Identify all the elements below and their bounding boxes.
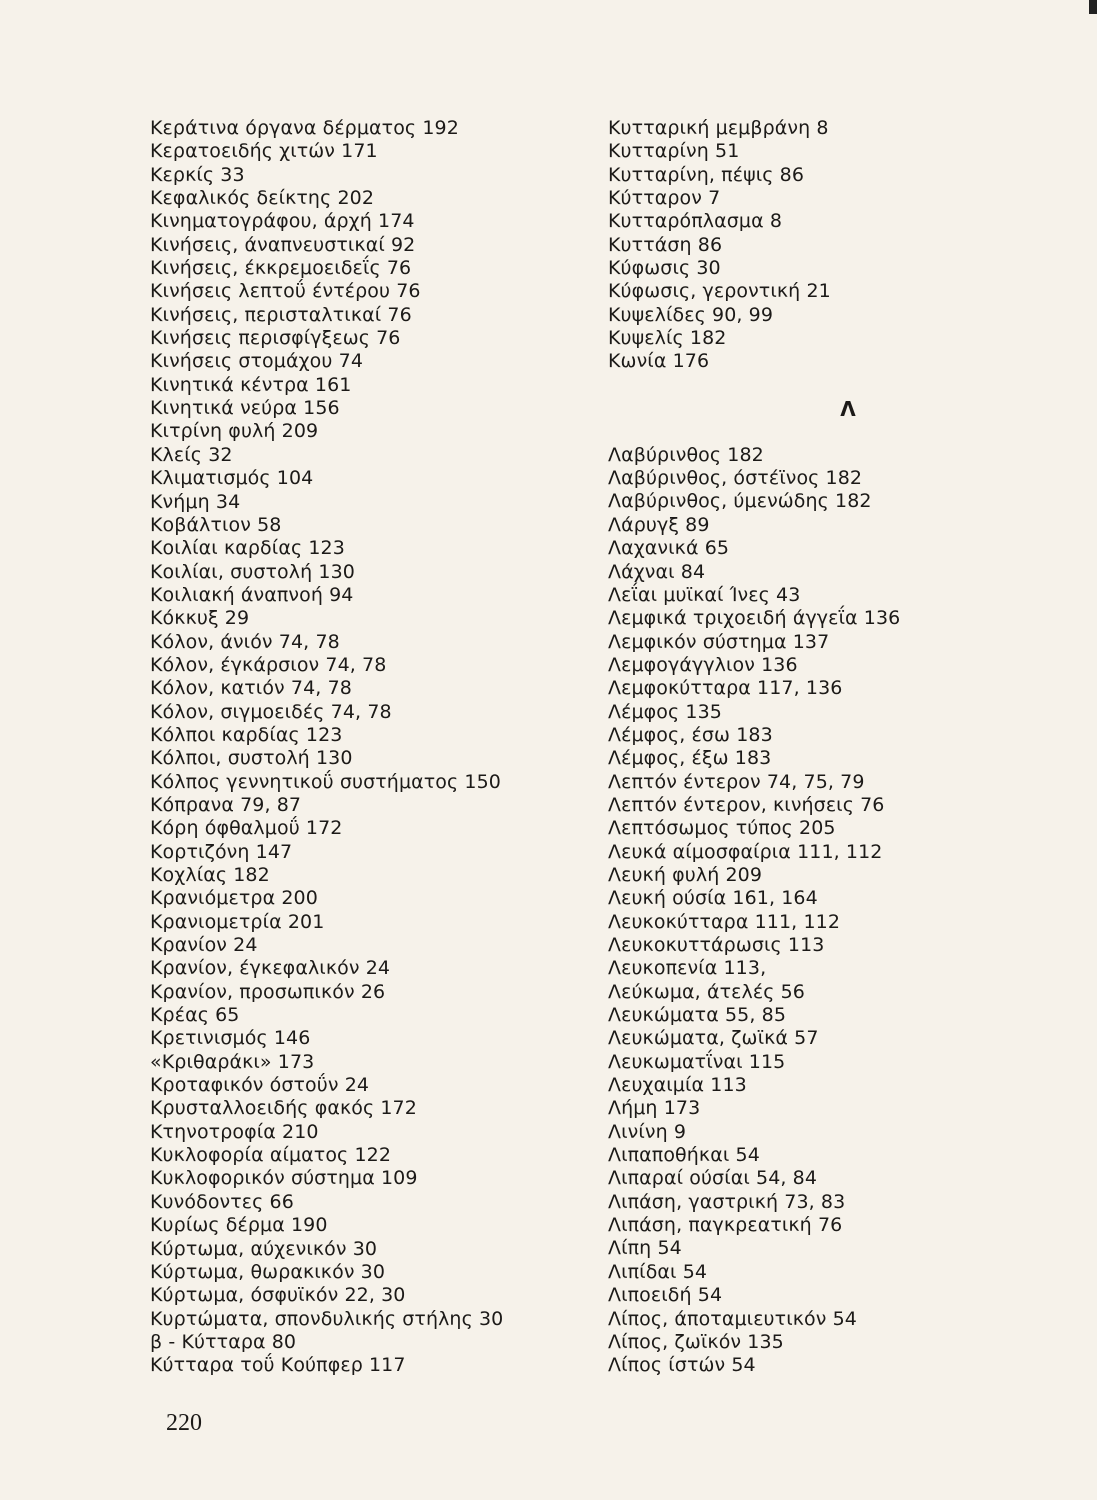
index-entry: Κυρίως δέρμα 190 bbox=[150, 1214, 328, 1237]
index-entry: Λευκοκυττάρωσις 113 bbox=[608, 934, 825, 956]
index-entry: Λευκώματα, ζωϊκά 57 bbox=[608, 1027, 819, 1050]
index-entry: Κιτρίνη φυλή 209 bbox=[150, 420, 319, 443]
index-entry: Κεφαλικός δείκτης 202 bbox=[150, 187, 375, 210]
index-entry: Λεπτόν έντερον, κινήσεις 76 bbox=[608, 793, 885, 816]
index-entry: Λευκή ούσία 161, 164 bbox=[608, 887, 818, 910]
index-entry: Λιπάση, γαστρική 73, 83 bbox=[608, 1190, 846, 1213]
index-entry: Κινήσεις, περισταλτικαί 76 bbox=[150, 303, 412, 326]
letter-heading: Λ bbox=[840, 396, 856, 421]
index-entry: Κοχλίας 182 bbox=[150, 864, 270, 886]
index-entry: Κινήσεις, άναπνευστικαί 92 bbox=[150, 233, 416, 256]
index-entry: Κρανίον, έγκεφαλικόν 24 bbox=[150, 957, 391, 980]
index-entry: Κινητικά κέντρα 161 bbox=[150, 373, 352, 396]
index-entry: Λέμφος, έσω 183 bbox=[608, 723, 773, 746]
index-entry: Κλείς 32 bbox=[150, 443, 233, 466]
index-column-right bbox=[608, 117, 1048, 1378]
index-entry: Λέμφος 135 bbox=[608, 700, 722, 723]
index-entry: Κυττάση 86 bbox=[608, 233, 723, 256]
index-entry: Λεπτόν έντερον 74, 75, 79 bbox=[608, 770, 865, 793]
index-entry: Λεμφοκύτταρα 117, 136 bbox=[608, 677, 843, 700]
index-entry: Λεύκωμα, άτελές 56 bbox=[608, 980, 805, 1003]
index-entry: Κόπρανα 79, 87 bbox=[150, 793, 302, 816]
index-entry: Κύρτωμα, αύχενικόν 30 bbox=[150, 1237, 378, 1260]
index-entry: Κόλποι, συστολή 130 bbox=[150, 747, 353, 770]
index-column-left bbox=[150, 117, 570, 1378]
index-entry: Κοιλιακή άναπνοή 94 bbox=[150, 583, 354, 606]
index-entry: Κυνόδοντες 66 bbox=[150, 1190, 294, 1213]
index-entry: Κόρη όφθαλμοΰ 172 bbox=[150, 817, 343, 840]
index-entry: Λιποειδή 54 bbox=[608, 1284, 723, 1307]
index-entry: Κινήσεις λεπτοΰ έντέρου 76 bbox=[150, 280, 421, 303]
index-entry: Κυτταρική μεμβράνη 8 bbox=[608, 117, 829, 139]
index-entry: Κόλον, άνιόν 74, 78 bbox=[150, 630, 340, 653]
index-entry: Κόλπος γεννητικοΰ συστήματος 150 bbox=[150, 770, 501, 793]
index-entry: Κλιματισμός 104 bbox=[150, 467, 314, 490]
index-entry: Λευκώματα 55, 85 bbox=[608, 1004, 787, 1027]
index-entry: Κρετινισμός 146 bbox=[150, 1027, 311, 1050]
index-entry: Κεράτινα όργανα δέρματος 192 bbox=[150, 117, 459, 139]
index-entry: Κρανιόμετρα 200 bbox=[150, 887, 318, 910]
index-entry: Λεμφογάγγλιον 136 bbox=[608, 653, 798, 676]
index-entry: Κινητικά νεύρα 156 bbox=[150, 397, 340, 420]
index-entry: Κοβάλτιον 58 bbox=[150, 513, 282, 536]
index-entry: Κερκίς 33 bbox=[150, 163, 245, 186]
index-entry: Λευκή φυλή 209 bbox=[608, 863, 763, 886]
index-entry: Λίπη 54 bbox=[608, 1237, 682, 1260]
index-entry: Κόλον, κατιόν 74, 78 bbox=[150, 677, 352, 700]
index-entry: Κύφωσις 30 bbox=[608, 257, 721, 280]
index-entry: Λευχαιμία 113 bbox=[608, 1074, 747, 1097]
index-entry: Κόλον, σιγμοειδές 74, 78 bbox=[150, 700, 392, 723]
index-entry: Λίπος, ζωϊκόν 135 bbox=[608, 1330, 784, 1353]
index-entry: Λέμφος, έξω 183 bbox=[608, 747, 772, 770]
index-entry: Κινήσεις στομάχου 74 bbox=[150, 350, 364, 373]
index-entry: Κόκκυξ 29 bbox=[150, 607, 250, 630]
index-entry: Κυτταρόπλασμα 8 bbox=[608, 210, 783, 233]
corner-mark bbox=[1089, 0, 1097, 14]
index-entry: Λαβύρινθος, όστέϊνος 182 bbox=[608, 467, 863, 490]
index-entry: Κόλον, έγκάρσιον 74, 78 bbox=[150, 653, 387, 676]
index-entry: Κύτταρα τοΰ Κούπφερ 117 bbox=[150, 1354, 406, 1377]
index-entry: Κινήσεις περισφίγξεως 76 bbox=[150, 327, 401, 350]
index-entry: Κερατοειδής χιτών 171 bbox=[150, 140, 378, 163]
index-entry: Λάρυγξ 89 bbox=[608, 513, 710, 536]
index-entry: Κύρτωμα, θωρακικόν 30 bbox=[150, 1260, 386, 1283]
index-entry: Λευκά αίμοσφαίρια 111, 112 bbox=[608, 840, 883, 863]
index-entry: Κτηνοτροφία 210 bbox=[150, 1120, 319, 1143]
index-entry: Λεΐαι μυϊκαί Ίνες 43 bbox=[608, 583, 801, 606]
index-entry: Κυτταρίνη, πέψις 86 bbox=[608, 163, 805, 186]
index-entry: Λήμη 173 bbox=[608, 1097, 701, 1120]
index-entry: Κυκλοφορία αίματος 122 bbox=[150, 1144, 392, 1167]
index-entry: Λευκοπενία 113, bbox=[608, 957, 767, 980]
index-entry: Λαβύρινθος, ύμενώδης 182 bbox=[608, 490, 872, 513]
index-entry: Κυψελίς 182 bbox=[608, 327, 727, 350]
index-entry: Λεμφικόν σύστημα 137 bbox=[608, 630, 830, 653]
index-entry: Λιπάση, παγκρεατική 76 bbox=[608, 1214, 843, 1237]
index-entry: Λιπαραί ούσίαι 54, 84 bbox=[608, 1167, 818, 1190]
index-entry: Λευκοκύτταρα 111, 112 bbox=[608, 910, 841, 933]
index-entry: Κόλποι καρδίας 123 bbox=[150, 723, 343, 746]
index-entry: Κοιλίαι, συστολή 130 bbox=[150, 560, 355, 583]
index-entry: Κρυσταλλοειδής φακός 172 bbox=[150, 1097, 417, 1120]
index-entry: Λινίνη 9 bbox=[608, 1120, 687, 1143]
index-entry: β - Κύτταρα 80 bbox=[150, 1330, 297, 1353]
index-entry: Λεπτόσωμος τύπος 205 bbox=[608, 817, 836, 840]
index-entry: Κινήσεις, έκκρεμοειδεΐς 76 bbox=[150, 257, 412, 280]
index-entry: Λεμφικά τριχοειδή άγγεΐα 136 bbox=[608, 607, 901, 630]
page-number: 220 bbox=[166, 1410, 202, 1436]
index-entry: Κρανιομετρία 201 bbox=[150, 910, 325, 933]
index-entry: Λιπίδαι 54 bbox=[608, 1260, 708, 1283]
index-entry: «Κριθαράκι» 173 bbox=[150, 1050, 315, 1073]
index-entry: Κνήμη 34 bbox=[150, 490, 241, 513]
index-entry: Κοιλίαι καρδίας 123 bbox=[150, 537, 345, 560]
index-entry: Κωνία 176 bbox=[608, 350, 710, 373]
index-entry: Λίπος ίστών 54 bbox=[608, 1354, 756, 1377]
index-entry: Κυκλοφορικόν σύστημα 109 bbox=[150, 1167, 418, 1190]
index-entry: Κυψελίδες 90, 99 bbox=[608, 303, 774, 326]
index-entry: Κρανίον, προσωπικόν 26 bbox=[150, 980, 386, 1003]
index-entry: Κύρτωμα, όσφυϊκόν 22, 30 bbox=[150, 1284, 406, 1307]
index-entry: Κρέας 65 bbox=[150, 1004, 240, 1027]
index-entry: Λιπαποθήκαι 54 bbox=[608, 1144, 760, 1167]
index-entry: Λαχανικά 65 bbox=[608, 537, 730, 560]
index-entry: Κύτταρον 7 bbox=[608, 187, 721, 210]
index-entry: Λίπος, άποταμιευτικόν 54 bbox=[608, 1307, 857, 1330]
index-entry: Κύφωσις, γεροντική 21 bbox=[608, 280, 831, 303]
index-entry: Κυρτώματα, σπονδυλικής στήλης 30 bbox=[150, 1307, 504, 1330]
index-entry: Κροταφικόν όστοΰν 24 bbox=[150, 1074, 370, 1097]
index-entry: Κρανίον 24 bbox=[150, 934, 258, 957]
index-entry: Κορτιζόνη 147 bbox=[150, 840, 293, 863]
index-entry: Λάχναι 84 bbox=[608, 560, 706, 583]
index-entry: Λαβύρινθος 182 bbox=[608, 443, 764, 466]
index-entry: Κινηματογράφου, άρχή 174 bbox=[150, 210, 415, 233]
index-entry: Λευκωματΐναι 115 bbox=[608, 1050, 786, 1073]
index-entry: Κυτταρίνη 51 bbox=[608, 140, 740, 163]
